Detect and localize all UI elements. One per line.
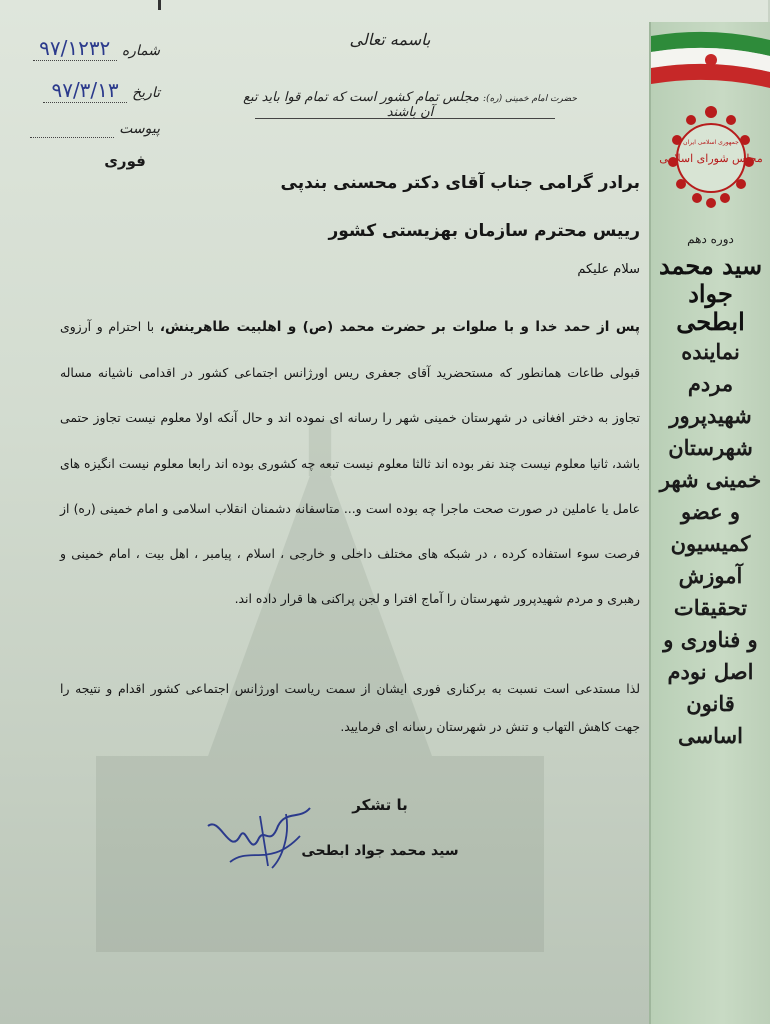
signer-name: سید محمد جواد ابطحی bbox=[301, 843, 459, 859]
closing-line: با تشکر bbox=[352, 796, 408, 814]
representative-line-1: نماینده مردم شهیدپرور bbox=[669, 339, 752, 428]
khomeini-quote bbox=[240, 90, 580, 120]
representative-line-5: و فناوری و bbox=[663, 627, 758, 652]
quote-source: حضرت امام خمینی (ره): bbox=[483, 94, 577, 104]
letter-date-field bbox=[10, 78, 160, 103]
letter-number-label: شماره bbox=[121, 43, 160, 59]
letter-date-label: تاریخ bbox=[132, 85, 160, 101]
praise-phrase: پس از حمد خدا و با صلوات بر حضرت محمد (ص) و اهلبیت طاهرینش، bbox=[159, 319, 640, 335]
letter-number-field bbox=[10, 36, 160, 61]
representative-line-3: و عضو کمیسیون bbox=[670, 499, 751, 556]
letter-paragraph-2: لذا مستدعی است نسبت به برکناری فوری ایشان از سمت ریاست اورژانس اجتماعی کشور اقدام و نتیجه را جهت کاهش التهاب و تنش در شهرستان رسانه ای فرمایید. bbox=[60, 681, 640, 734]
binder-mark bbox=[158, 0, 161, 10]
quote-text: مجلس تمام کشور است که تمام قوا باید تبع آن باشند bbox=[243, 90, 479, 120]
recipient-title: رییس محترم سازمان بهزیستی کشور bbox=[328, 221, 640, 241]
quote-underline bbox=[255, 118, 555, 119]
letter-paragraph-1 bbox=[60, 304, 640, 621]
seal-text: مجلس شورای اسلامی bbox=[659, 152, 763, 165]
letter-date-value: ۹۷/۳/۱۳ bbox=[51, 78, 119, 102]
letter-attachment-field bbox=[10, 118, 160, 138]
representative-line-6: اصل نودم قانون اساسی bbox=[667, 659, 754, 748]
iran-flag-icon bbox=[651, 32, 770, 92]
basmala-heading: باسمه تعالی bbox=[349, 30, 431, 49]
salutation: سلام علیکم bbox=[577, 262, 640, 277]
seal-subtext: جمهوری اسلامی ایران bbox=[683, 139, 739, 146]
parliament-seal-icon bbox=[659, 100, 763, 210]
representative-name: سید محمد جواد ابطحی bbox=[658, 251, 763, 336]
parliament-term: دوره دهم bbox=[687, 232, 734, 246]
paragraph-1-text: با احترام و آرزوی قبولی طاعات همانطور که مستحضرید آقای جعفری ریس اورژانس اجتماعی کشور در اقدامی ناشیانه مساله تجاوز به دختر افغانی در شهرستان خمینی شهر را رسانه ای نموده اند و حال آنکه اولا معلوم نیست تجاوز حتمی باشد، ثانیا معلوم نیست چند نفر بوده اند ثالثا معلوم نیست تبعه چه کشوری بوده اند رابعا معلوم نیست انگیزه های عامل یا عاملین در صورت صحت ماجرا چه بوده است و... متاسفانه دشمنان انقلاب اسلامی و امام خمینی (ره) از فرصت سوء استفاده کرده ، در شبکه های مختلف داخلی و خارجی ، اسلام ، پیامبر ، اهل بیت ، امام خمینی و رهبری و مردم شهیدپرور شهرستان را آماج افترا و لجن پراکنی ها قرار داده اند. bbox=[60, 319, 640, 607]
letterhead-banner bbox=[649, 22, 770, 1024]
priority-label: فوری bbox=[104, 152, 146, 170]
representative-line-2: شهرستان خمینی شهر bbox=[659, 435, 762, 492]
recipient-line: برادر گرامی جناب آقای دکتر محسنی بندپی bbox=[280, 173, 640, 193]
handwritten-signature bbox=[200, 796, 320, 876]
representative-block bbox=[655, 232, 766, 752]
representative-line-4: آموزش تحقیقات bbox=[673, 563, 748, 620]
letter-attachment-label: پیوست bbox=[119, 121, 160, 137]
letter-number-value: ۹۷/۱۲۳۲ bbox=[39, 36, 111, 60]
